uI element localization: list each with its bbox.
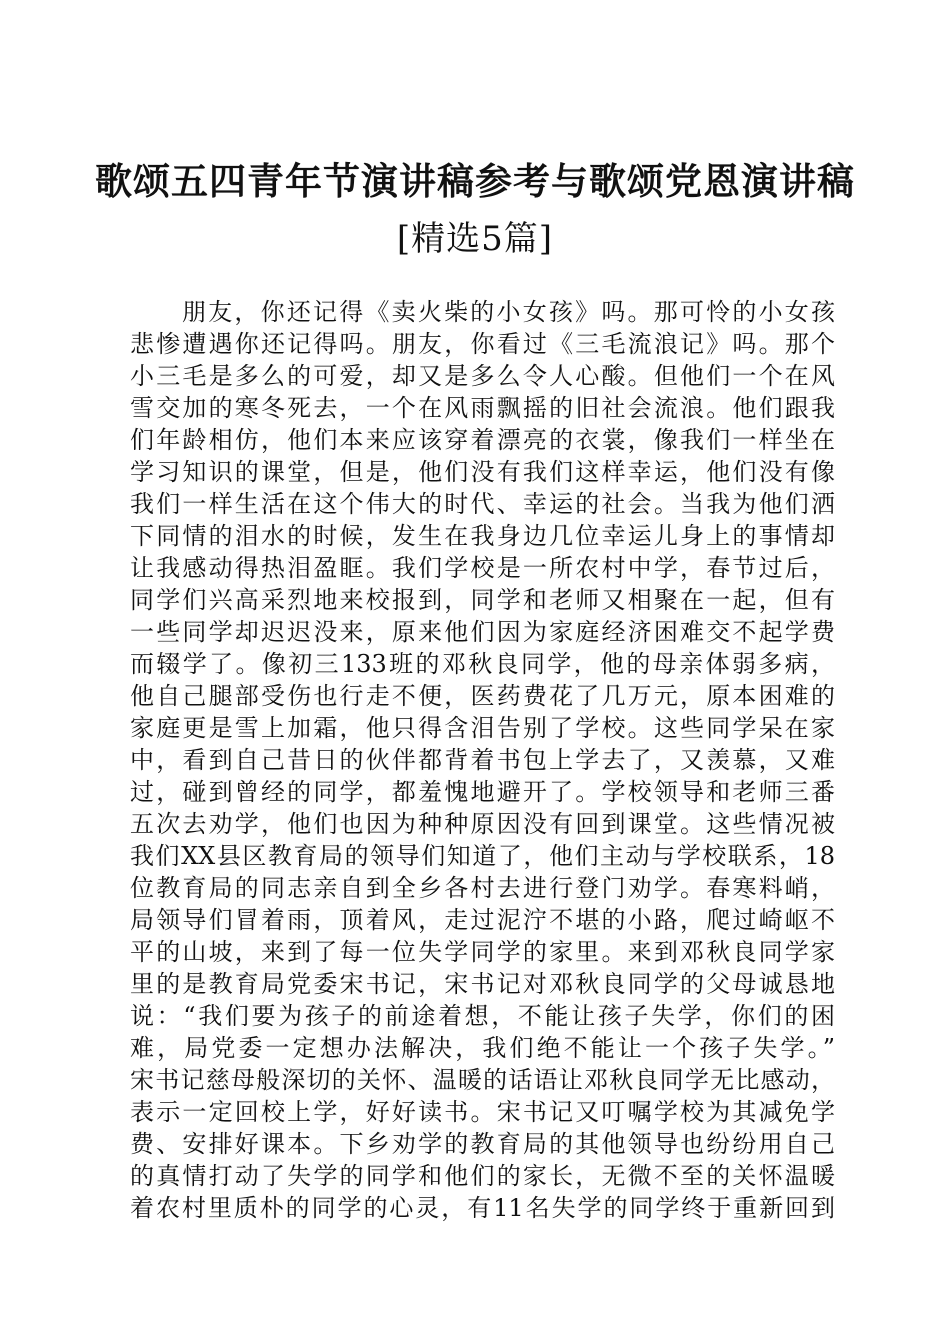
text-line: 我们一样生活在这个伟大的时代、幸运的社会。当我为他们洒 — [130, 490, 835, 518]
text-line: 学习知识的课堂，但是，他们没有我们这样幸运，他们没有像 — [130, 458, 835, 486]
body-paragraph — [130, 296, 835, 1224]
text-line: 着农村里质朴的同学的心灵，有11名失学的同学终于重新回到 — [130, 1194, 835, 1222]
text-line: 局领导们冒着雨，顶着风，走过泥泞不堪的小路，爬过崎岖不 — [130, 906, 835, 934]
text-line: 平的山坡，来到了每一位失学同学的家里。来到邓秋良同学家 — [130, 938, 835, 966]
text-line: 费、安排好课本。下乡劝学的教育局的其他领导也纷纷用自己 — [130, 1130, 835, 1158]
document-subtitle: [精选5篇] — [396, 219, 554, 259]
text-line: 位教育局的同志亲自到全乡各村去进行登门劝学。春寒料峭， — [130, 874, 835, 902]
text-line: 过，碰到曾经的同学，都羞愧地避开了。学校领导和老师三番 — [130, 778, 835, 806]
text-line: 悲惨遭遇你还记得吗。朋友，你看过《三毛流浪记》吗。那个 — [130, 330, 835, 358]
text-line: 雪交加的寒冬死去，一个在风雨飘摇的旧社会流浪。他们跟我 — [130, 394, 835, 422]
text-line: 同学们兴高采烈地来校报到，同学和老师又相聚在一起，但有 — [130, 586, 835, 614]
text-line: 他自己腿部受伤也行走不便，医药费花了几万元，原本困难的 — [130, 682, 835, 710]
text-line: 我们XX县区教育局的领导们知道了，他们主动与学校联系，18 — [130, 842, 835, 870]
document-title: 歌颂五四青年节演讲稿参考与歌颂党恩演讲稿 — [95, 159, 855, 203]
text-line: 而辍学了。像初三133班的邓秋良同学，他的母亲体弱多病， — [130, 650, 835, 678]
text-line: 五次去劝学，他们也因为种种原因没有回到课堂。这些情况被 — [130, 810, 835, 838]
text-line: 难，局党委一定想办法解决，我们绝不能让一个孩子失学。” — [130, 1034, 835, 1062]
text-line: 一些同学却迟迟没来，原来他们因为家庭经济困难交不起学费 — [130, 618, 835, 646]
text-line: 下同情的泪水的时候，发生在我身边几位幸运儿身上的事情却 — [130, 522, 835, 550]
text-line: 让我感动得热泪盈眶。我们学校是一所农村中学，春节过后， — [130, 554, 835, 582]
text-line: 们年龄相仿，他们本来应该穿着漂亮的衣裳，像我们一样坐在 — [130, 426, 835, 454]
text-line: 中，看到自己昔日的伙伴都背着书包上学去了，又羡慕，又难 — [130, 746, 835, 774]
text-line: 小三毛是多么的可爱，却又是多么令人心酸。但他们一个在风 — [130, 362, 835, 390]
text-line: 朋友，你还记得《卖火柴的小女孩》吗。那可怜的小女孩 — [182, 298, 835, 326]
text-line: 宋书记慈母般深切的关怀、温暖的话语让邓秋良同学无比感动， — [130, 1066, 835, 1094]
text-line: 说：“我们要为孩子的前途着想，不能让孩子失学，你们的困 — [130, 1002, 835, 1030]
text-line: 家庭更是雪上加霜，他只得含泪告别了学校。这些同学呆在家 — [130, 714, 835, 742]
text-line: 里的是教育局党委宋书记，宋书记对邓秋良同学的父母诚恳地 — [130, 970, 835, 998]
text-line: 表示一定回校上学，好好读书。宋书记又叮嘱学校为其减免学 — [130, 1098, 835, 1126]
text-line: 的真情打动了失学的同学和他们的家长，无微不至的关怀温暖 — [130, 1162, 835, 1190]
